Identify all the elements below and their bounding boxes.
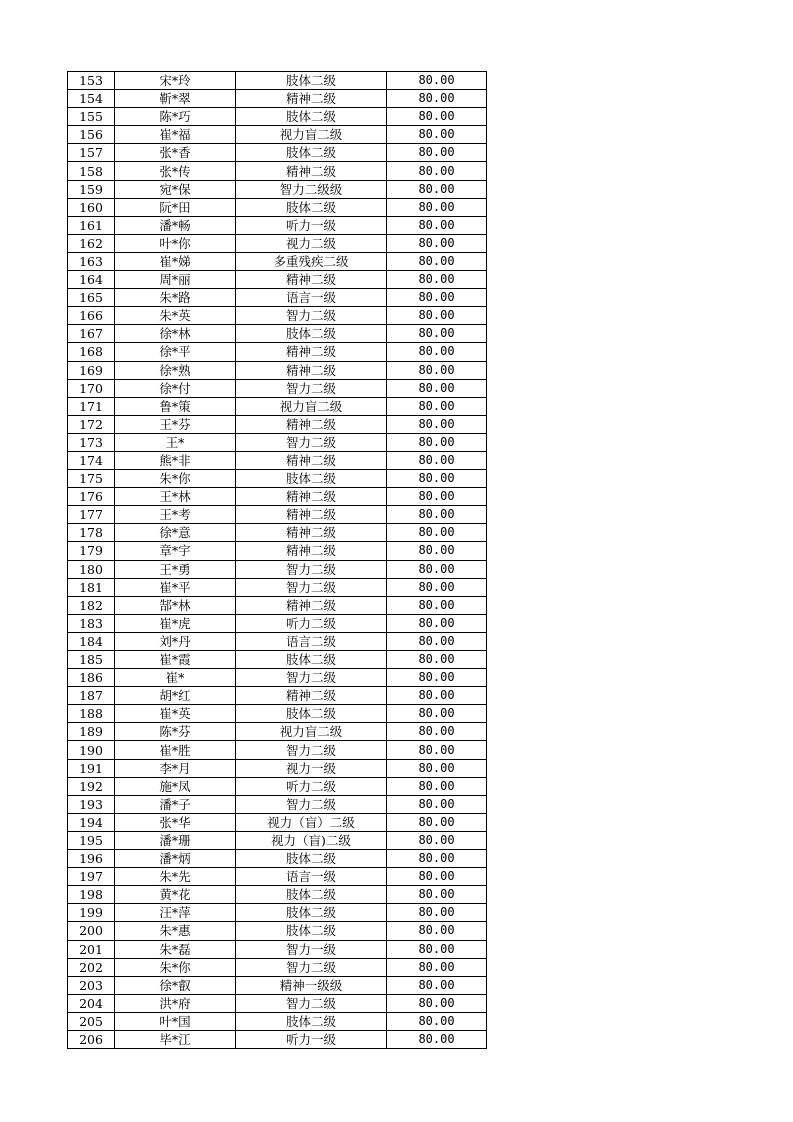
name-cell: 潘*畅 — [115, 216, 236, 234]
amount-cell: 80.00 — [387, 144, 487, 162]
name-cell: 徐*平 — [115, 343, 236, 361]
table-row — [68, 234, 487, 252]
disability-type-cell: 智力一级 — [236, 940, 387, 958]
table-row — [68, 614, 487, 632]
table-row — [68, 361, 487, 379]
row-number-cell: 173 — [68, 433, 115, 451]
disability-type-cell: 视力盲二级 — [236, 723, 387, 741]
table-row — [68, 415, 487, 433]
table-row — [68, 144, 487, 162]
disability-type-cell: 精神二级 — [236, 542, 387, 560]
disability-type-cell: 视力盲二级 — [236, 397, 387, 415]
amount-cell: 80.00 — [387, 198, 487, 216]
row-number-cell: 204 — [68, 994, 115, 1012]
table-row — [68, 578, 487, 596]
amount-cell: 80.00 — [387, 180, 487, 198]
table-row — [68, 777, 487, 795]
name-cell: 崔*福 — [115, 126, 236, 144]
amount-cell: 80.00 — [387, 379, 487, 397]
disability-type-cell: 肢体二级 — [236, 904, 387, 922]
disability-type-cell: 精神二级 — [236, 343, 387, 361]
name-cell: 陈*芬 — [115, 723, 236, 741]
amount-cell: 80.00 — [387, 759, 487, 777]
amount-cell: 80.00 — [387, 488, 487, 506]
table-row — [68, 813, 487, 831]
table-row — [68, 198, 487, 216]
disability-type-cell: 肢体二级 — [236, 651, 387, 669]
row-number-cell: 167 — [68, 325, 115, 343]
disability-type-cell: 听力二级 — [236, 777, 387, 795]
row-number-cell: 197 — [68, 868, 115, 886]
amount-cell: 80.00 — [387, 108, 487, 126]
name-cell: 朱*路 — [115, 289, 236, 307]
row-number-cell: 184 — [68, 632, 115, 650]
table-row — [68, 252, 487, 270]
disability-type-cell: 精神二级 — [236, 596, 387, 614]
amount-cell: 80.00 — [387, 415, 487, 433]
name-cell: 汪*萍 — [115, 904, 236, 922]
row-number-cell: 188 — [68, 705, 115, 723]
table-row — [68, 958, 487, 976]
name-cell: 施*凤 — [115, 777, 236, 795]
amount-cell: 80.00 — [387, 651, 487, 669]
row-number-cell: 203 — [68, 976, 115, 994]
table-row — [68, 379, 487, 397]
table-row — [68, 850, 487, 868]
disability-type-cell: 精神二级 — [236, 271, 387, 289]
amount-cell: 80.00 — [387, 542, 487, 560]
name-cell: 潘*炳 — [115, 850, 236, 868]
name-cell: 洪*府 — [115, 994, 236, 1012]
amount-cell: 80.00 — [387, 343, 487, 361]
row-number-cell: 179 — [68, 542, 115, 560]
disability-type-cell: 精神二级 — [236, 361, 387, 379]
row-number-cell: 161 — [68, 216, 115, 234]
amount-cell: 80.00 — [387, 777, 487, 795]
row-number-cell: 180 — [68, 560, 115, 578]
table-row — [68, 831, 487, 849]
name-cell: 崔*娣 — [115, 252, 236, 270]
table-row — [68, 886, 487, 904]
name-cell: 朱*你 — [115, 470, 236, 488]
disability-type-cell: 肢体二级 — [236, 850, 387, 868]
disability-type-cell: 肢体二级 — [236, 922, 387, 940]
name-cell: 章*宇 — [115, 542, 236, 560]
name-cell: 崔*胜 — [115, 741, 236, 759]
table-row — [68, 705, 487, 723]
amount-cell: 80.00 — [387, 723, 487, 741]
row-number-cell: 194 — [68, 813, 115, 831]
amount-cell: 80.00 — [387, 307, 487, 325]
row-number-cell: 177 — [68, 506, 115, 524]
amount-cell: 80.00 — [387, 596, 487, 614]
name-cell: 王*勇 — [115, 560, 236, 578]
row-number-cell: 202 — [68, 958, 115, 976]
row-number-cell: 183 — [68, 614, 115, 632]
row-number-cell: 192 — [68, 777, 115, 795]
disability-type-cell: 智力二级 — [236, 958, 387, 976]
table-row — [68, 741, 487, 759]
disability-type-cell: 精神二级 — [236, 506, 387, 524]
row-number-cell: 193 — [68, 795, 115, 813]
table-row — [68, 289, 487, 307]
disability-type-cell: 智力二级 — [236, 795, 387, 813]
table-row — [68, 307, 487, 325]
table-row — [68, 669, 487, 687]
table-row — [68, 1012, 487, 1030]
row-number-cell: 154 — [68, 90, 115, 108]
row-number-cell: 153 — [68, 72, 115, 90]
amount-cell: 80.00 — [387, 741, 487, 759]
table-row — [68, 162, 487, 180]
table-body — [68, 72, 487, 1049]
row-number-cell: 158 — [68, 162, 115, 180]
row-number-cell: 155 — [68, 108, 115, 126]
amount-cell: 80.00 — [387, 904, 487, 922]
disability-type-cell: 听力一级 — [236, 216, 387, 234]
table-row — [68, 651, 487, 669]
name-cell: 潘*珊 — [115, 831, 236, 849]
row-number-cell: 190 — [68, 741, 115, 759]
amount-cell: 80.00 — [387, 470, 487, 488]
disability-type-cell: 精神二级 — [236, 488, 387, 506]
disability-type-cell: 肢体二级 — [236, 198, 387, 216]
disability-type-cell: 智力二级 — [236, 307, 387, 325]
disability-type-cell: 听力二级 — [236, 614, 387, 632]
disability-type-cell: 语言二级 — [236, 632, 387, 650]
amount-cell: 80.00 — [387, 687, 487, 705]
name-cell: 朱*磊 — [115, 940, 236, 958]
table-row — [68, 723, 487, 741]
disability-type-cell: 语言一级 — [236, 868, 387, 886]
name-cell: 徐*林 — [115, 325, 236, 343]
name-cell: 崔*霞 — [115, 651, 236, 669]
table-row — [68, 271, 487, 289]
row-number-cell: 189 — [68, 723, 115, 741]
name-cell: 阮*田 — [115, 198, 236, 216]
table-row — [68, 795, 487, 813]
name-cell: 崔* — [115, 669, 236, 687]
amount-cell: 80.00 — [387, 126, 487, 144]
amount-cell: 80.00 — [387, 994, 487, 1012]
disability-type-cell: 精神一级级 — [236, 976, 387, 994]
name-cell: 陈*巧 — [115, 108, 236, 126]
table-row — [68, 868, 487, 886]
disability-type-cell: 肢体二级 — [236, 705, 387, 723]
disability-type-cell: 精神二级 — [236, 451, 387, 469]
row-number-cell: 174 — [68, 451, 115, 469]
name-cell: 崔*英 — [115, 705, 236, 723]
row-number-cell: 206 — [68, 1030, 115, 1048]
disability-type-cell: 肢体二级 — [236, 470, 387, 488]
disability-type-cell: 精神二级 — [236, 524, 387, 542]
name-cell: 胡*红 — [115, 687, 236, 705]
row-number-cell: 171 — [68, 397, 115, 415]
amount-cell: 80.00 — [387, 958, 487, 976]
subsidy-list-sheet — [67, 71, 487, 1049]
amount-cell: 80.00 — [387, 922, 487, 940]
disability-type-cell: 听力一级 — [236, 1030, 387, 1048]
amount-cell: 80.00 — [387, 361, 487, 379]
table-row — [68, 940, 487, 958]
disability-type-cell: 肢体二级 — [236, 886, 387, 904]
amount-cell: 80.00 — [387, 90, 487, 108]
name-cell: 崔*虎 — [115, 614, 236, 632]
subsidy-table — [67, 71, 487, 1049]
name-cell: 黄*花 — [115, 886, 236, 904]
amount-cell: 80.00 — [387, 524, 487, 542]
disability-type-cell: 肢体二级 — [236, 325, 387, 343]
table-row — [68, 976, 487, 994]
amount-cell: 80.00 — [387, 162, 487, 180]
disability-type-cell: 智力二级 — [236, 578, 387, 596]
disability-type-cell: 肢体二级 — [236, 144, 387, 162]
disability-type-cell: 智力二级 — [236, 741, 387, 759]
amount-cell: 80.00 — [387, 868, 487, 886]
row-number-cell: 181 — [68, 578, 115, 596]
table-row — [68, 126, 487, 144]
amount-cell: 80.00 — [387, 72, 487, 90]
disability-type-cell: 肢体二级 — [236, 72, 387, 90]
disability-type-cell: 视力（盲）二级 — [236, 813, 387, 831]
row-number-cell: 178 — [68, 524, 115, 542]
table-row — [68, 470, 487, 488]
amount-cell: 80.00 — [387, 506, 487, 524]
disability-type-cell: 精神二级 — [236, 162, 387, 180]
disability-type-cell: 智力二级 — [236, 560, 387, 578]
disability-type-cell: 视力二级 — [236, 234, 387, 252]
row-number-cell: 160 — [68, 198, 115, 216]
disability-type-cell: 视力一级 — [236, 759, 387, 777]
row-number-cell: 172 — [68, 415, 115, 433]
row-number-cell: 162 — [68, 234, 115, 252]
amount-cell: 80.00 — [387, 795, 487, 813]
amount-cell: 80.00 — [387, 433, 487, 451]
name-cell: 张*传 — [115, 162, 236, 180]
name-cell: 朱*英 — [115, 307, 236, 325]
row-number-cell: 156 — [68, 126, 115, 144]
disability-type-cell: 智力二级 — [236, 433, 387, 451]
table-row — [68, 397, 487, 415]
table-row — [68, 904, 487, 922]
amount-cell: 80.00 — [387, 560, 487, 578]
name-cell: 鲁*策 — [115, 397, 236, 415]
row-number-cell: 205 — [68, 1012, 115, 1030]
name-cell: 王*林 — [115, 488, 236, 506]
table-row — [68, 1030, 487, 1048]
name-cell: 叶*你 — [115, 234, 236, 252]
row-number-cell: 185 — [68, 651, 115, 669]
name-cell: 王* — [115, 433, 236, 451]
name-cell: 王*考 — [115, 506, 236, 524]
amount-cell: 80.00 — [387, 976, 487, 994]
name-cell: 徐*付 — [115, 379, 236, 397]
disability-type-cell: 语言一级 — [236, 289, 387, 307]
table-row — [68, 922, 487, 940]
name-cell: 宋*玲 — [115, 72, 236, 90]
amount-cell: 80.00 — [387, 940, 487, 958]
disability-type-cell: 精神二级 — [236, 90, 387, 108]
name-cell: 徐*意 — [115, 524, 236, 542]
table-row — [68, 759, 487, 777]
name-cell: 王*芬 — [115, 415, 236, 433]
row-number-cell: 170 — [68, 379, 115, 397]
table-row — [68, 506, 487, 524]
row-number-cell: 199 — [68, 904, 115, 922]
row-number-cell: 164 — [68, 271, 115, 289]
table-row — [68, 488, 487, 506]
name-cell: 周*丽 — [115, 271, 236, 289]
name-cell: 叶*国 — [115, 1012, 236, 1030]
name-cell: 徐*叡 — [115, 976, 236, 994]
disability-type-cell: 智力二级级 — [236, 180, 387, 198]
table-row — [68, 325, 487, 343]
amount-cell: 80.00 — [387, 886, 487, 904]
amount-cell: 80.00 — [387, 451, 487, 469]
row-number-cell: 175 — [68, 470, 115, 488]
row-number-cell: 165 — [68, 289, 115, 307]
name-cell: 毕*江 — [115, 1030, 236, 1048]
amount-cell: 80.00 — [387, 397, 487, 415]
table-row — [68, 72, 487, 90]
name-cell: 朱*先 — [115, 868, 236, 886]
disability-type-cell: 智力二级 — [236, 379, 387, 397]
row-number-cell: 198 — [68, 886, 115, 904]
table-row — [68, 180, 487, 198]
row-number-cell: 182 — [68, 596, 115, 614]
row-number-cell: 159 — [68, 180, 115, 198]
table-row — [68, 216, 487, 234]
row-number-cell: 176 — [68, 488, 115, 506]
row-number-cell: 157 — [68, 144, 115, 162]
amount-cell: 80.00 — [387, 252, 487, 270]
amount-cell: 80.00 — [387, 1030, 487, 1048]
row-number-cell: 196 — [68, 850, 115, 868]
disability-type-cell: 多重残疾二级 — [236, 252, 387, 270]
table-row — [68, 90, 487, 108]
row-number-cell: 201 — [68, 940, 115, 958]
disability-type-cell: 精神二级 — [236, 687, 387, 705]
row-number-cell: 200 — [68, 922, 115, 940]
row-number-cell: 186 — [68, 669, 115, 687]
amount-cell: 80.00 — [387, 614, 487, 632]
table-row — [68, 687, 487, 705]
table-row — [68, 433, 487, 451]
row-number-cell: 195 — [68, 831, 115, 849]
disability-type-cell: 智力二级 — [236, 994, 387, 1012]
table-row — [68, 632, 487, 650]
amount-cell: 80.00 — [387, 813, 487, 831]
row-number-cell: 163 — [68, 252, 115, 270]
amount-cell: 80.00 — [387, 325, 487, 343]
table-row — [68, 542, 487, 560]
name-cell: 郜*林 — [115, 596, 236, 614]
amount-cell: 80.00 — [387, 632, 487, 650]
table-row — [68, 108, 487, 126]
disability-type-cell: 肢体二级 — [236, 1012, 387, 1030]
name-cell: 崔*平 — [115, 578, 236, 596]
amount-cell: 80.00 — [387, 578, 487, 596]
row-number-cell: 187 — [68, 687, 115, 705]
name-cell: 张*华 — [115, 813, 236, 831]
name-cell: 潘*子 — [115, 795, 236, 813]
row-number-cell: 191 — [68, 759, 115, 777]
row-number-cell: 166 — [68, 307, 115, 325]
name-cell: 熊*非 — [115, 451, 236, 469]
disability-type-cell: 智力二级 — [236, 669, 387, 687]
disability-type-cell: 视力盲二级 — [236, 126, 387, 144]
name-cell: 徐*熟 — [115, 361, 236, 379]
table-row — [68, 451, 487, 469]
amount-cell: 80.00 — [387, 850, 487, 868]
name-cell: 李*月 — [115, 759, 236, 777]
disability-type-cell: 肢体二级 — [236, 108, 387, 126]
amount-cell: 80.00 — [387, 1012, 487, 1030]
table-row — [68, 524, 487, 542]
amount-cell: 80.00 — [387, 831, 487, 849]
row-number-cell: 168 — [68, 343, 115, 361]
table-row — [68, 994, 487, 1012]
name-cell: 张*香 — [115, 144, 236, 162]
disability-type-cell: 视力（盲)二级 — [236, 831, 387, 849]
name-cell: 朱*你 — [115, 958, 236, 976]
amount-cell: 80.00 — [387, 669, 487, 687]
table-row — [68, 343, 487, 361]
amount-cell: 80.00 — [387, 705, 487, 723]
name-cell: 宛*保 — [115, 180, 236, 198]
name-cell: 靳*翠 — [115, 90, 236, 108]
disability-type-cell: 精神二级 — [236, 415, 387, 433]
name-cell: 刘*丹 — [115, 632, 236, 650]
name-cell: 朱*惠 — [115, 922, 236, 940]
amount-cell: 80.00 — [387, 271, 487, 289]
table-row — [68, 560, 487, 578]
amount-cell: 80.00 — [387, 234, 487, 252]
table-row — [68, 596, 487, 614]
row-number-cell: 169 — [68, 361, 115, 379]
amount-cell: 80.00 — [387, 289, 487, 307]
amount-cell: 80.00 — [387, 216, 487, 234]
